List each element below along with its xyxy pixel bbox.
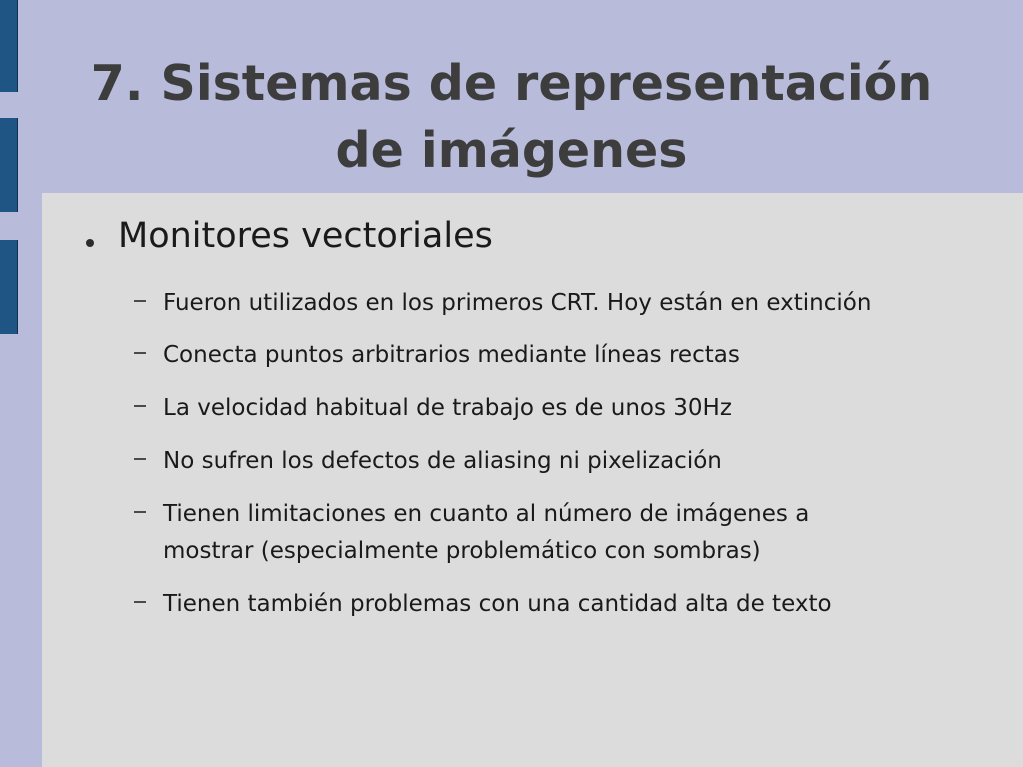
dash-bullet-icon [134,405,146,407]
sub-bullet-text: Fueron utilizados en los primeros CRT. Hoy están en extinción [163,290,872,316]
sub-bullet-text: Tienen limitaciones en cuanto al número de imágenes a mostrar (especialmente problemático con sombras) [163,501,810,564]
slide-title-line: de imágenes [335,122,688,179]
sub-bullet-text: Conecta puntos arbitrarios mediante líneas rectas [163,342,740,368]
side-decoration-bar [0,240,18,334]
slide-title-line: 7. Sistemas de representación [90,55,933,112]
side-decoration-bar [0,118,18,212]
sub-bullet-text: No sufren los defectos de aliasing ni pixelización [163,448,722,474]
dash-bullet-icon [134,458,146,460]
slide-title [40,50,983,184]
round-bullet-icon [86,239,94,247]
main-bullet-text: Monitores vectoriales [118,216,493,256]
dash-bullet-icon [134,300,146,302]
sub-bullet-text: La velocidad habitual de trabajo es de unos 30Hz [163,395,732,421]
slide-content-panel [42,193,1023,767]
side-decoration-bar [0,0,18,92]
sub-bullet-text: Tienen también problemas con una cantidad alta de texto [163,591,832,617]
dash-bullet-icon [134,352,146,354]
dash-bullet-icon [134,601,146,603]
dash-bullet-icon [134,511,146,513]
